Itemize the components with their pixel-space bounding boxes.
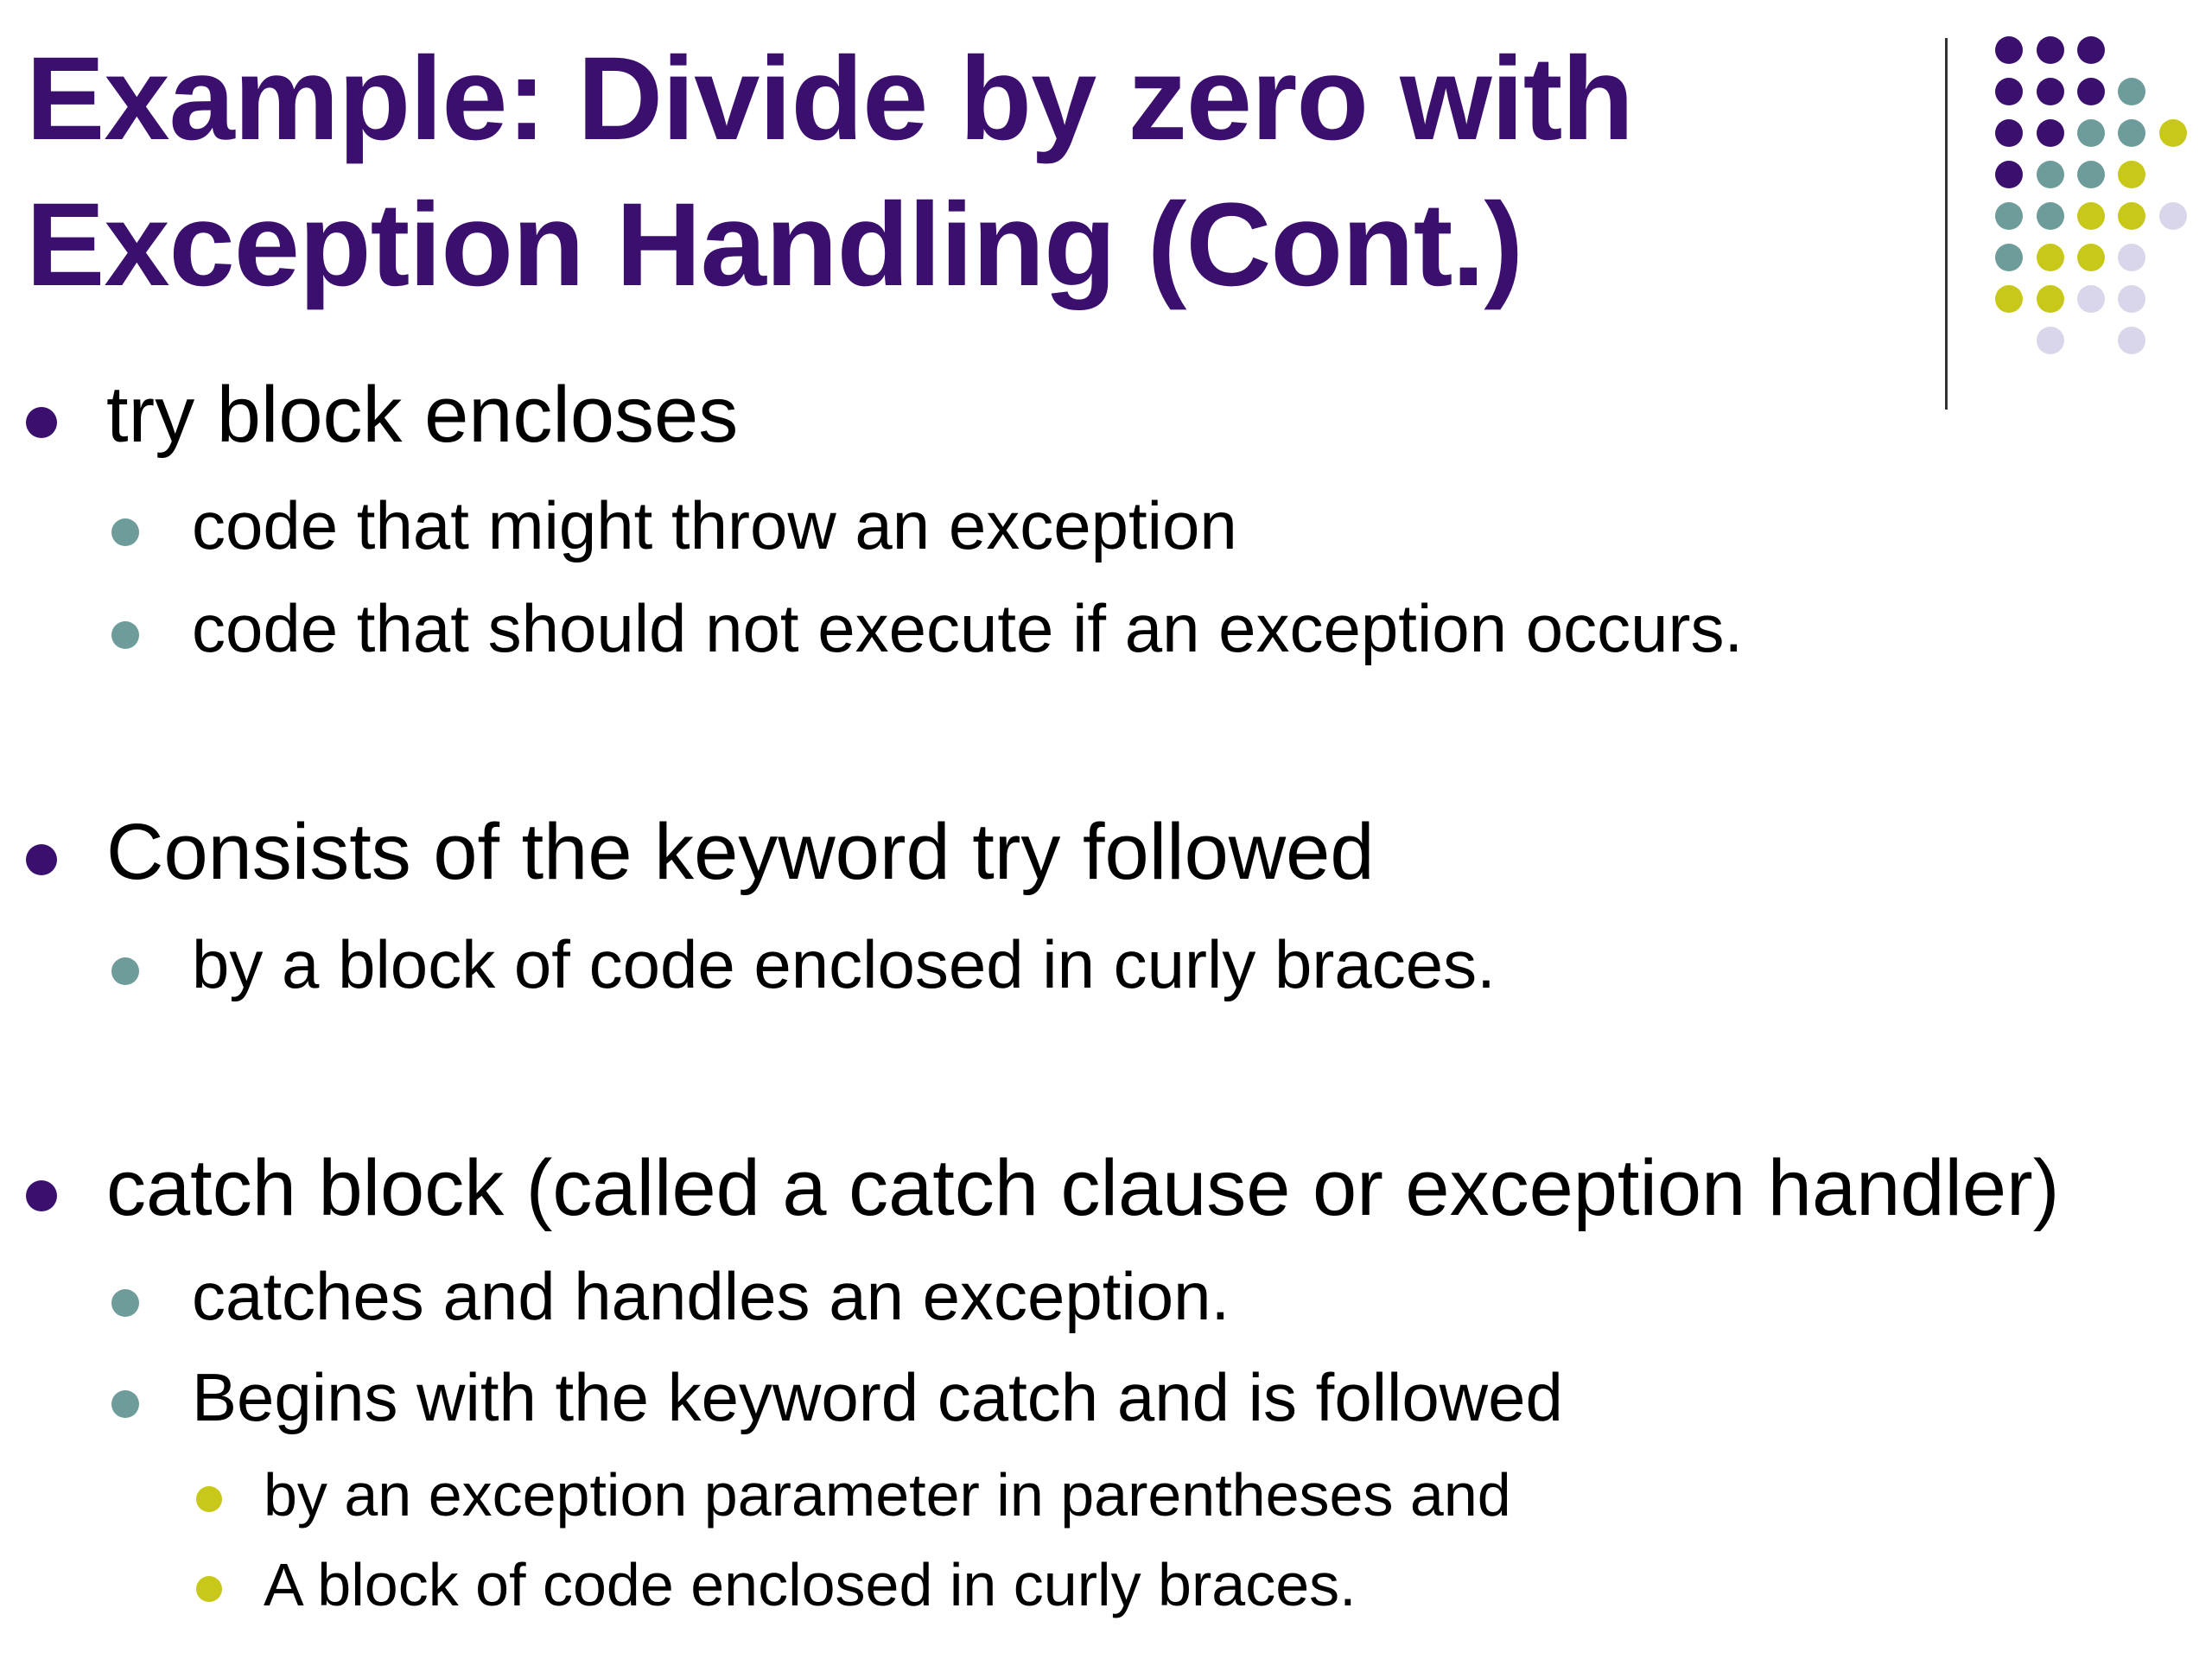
decorative-dot-lavender xyxy=(2118,285,2145,313)
title-divider-line xyxy=(1945,38,1948,410)
bullet-dot-icon xyxy=(26,1180,57,1211)
decorative-dot-yellow xyxy=(2037,244,2064,271)
bullet-dot-icon xyxy=(111,1390,139,1418)
decorative-dot-teal xyxy=(2077,119,2105,147)
decorative-dot-yellow xyxy=(2118,202,2145,230)
sub-bullet-text: catches and handles an exception. xyxy=(192,1258,1230,1334)
decorative-dot-purple xyxy=(2037,36,2064,64)
decorative-dot-yellow xyxy=(2077,244,2105,271)
decorative-dot-purple xyxy=(1995,36,2023,64)
bullet-dot-icon xyxy=(196,1576,222,1602)
decorative-dot-purple xyxy=(2077,78,2105,105)
sub-bullet-text: by a block of code enclosed in curly braces. xyxy=(192,926,1496,1002)
decorative-dot-lavender xyxy=(2077,285,2105,313)
decorative-dot-teal xyxy=(2037,202,2064,230)
bullet-text: catch block (called a catch clause or exception handler) xyxy=(106,1144,2060,1232)
decorative-dot-lavender xyxy=(2037,327,2064,354)
decorative-dot-lavender xyxy=(2159,202,2187,230)
bullet-dot-icon xyxy=(111,1289,139,1317)
slide-title-line-2: Exception Handling (Cont.) xyxy=(26,179,1523,311)
decorative-dot-purple xyxy=(2077,36,2105,64)
bullet-dot-icon xyxy=(26,844,57,875)
bullet-dot-icon xyxy=(111,518,139,546)
decorative-dot-yellow xyxy=(2077,202,2105,230)
slide-title-line-1: Example: Divide by zero with xyxy=(26,33,1634,165)
slide-title xyxy=(26,26,1892,318)
bullet-dot-icon xyxy=(196,1486,222,1512)
decorative-dot-teal xyxy=(2037,161,2064,188)
sub-bullet-text: Begins with the keyword catch and is followed xyxy=(192,1359,1563,1435)
bullet-text: Consists of the keyword try followed xyxy=(106,808,1375,896)
bullet-dot-icon xyxy=(111,957,139,985)
sub-bullet-text: code that should not execute if an exception occurs. xyxy=(192,590,1744,666)
decorative-dot-purple xyxy=(1995,78,2023,105)
decorative-dot-yellow xyxy=(2159,119,2187,147)
decorative-dot-teal xyxy=(1995,202,2023,230)
decorative-dot-teal xyxy=(2077,161,2105,188)
sub-sub-bullet-text: by an exception parameter in parentheses and xyxy=(264,1461,1511,1529)
decorative-dot-teal xyxy=(2118,119,2145,147)
decorative-dot-purple xyxy=(1995,119,2023,147)
bullet-dot-icon xyxy=(26,407,57,438)
sub-sub-bullet-text: A block of code enclosed in curly braces. xyxy=(264,1551,1357,1618)
decorative-dot-purple xyxy=(1995,161,2023,188)
decorative-dot-yellow xyxy=(2118,161,2145,188)
bullet-text: try block encloses xyxy=(106,371,739,459)
decorative-dot-yellow xyxy=(1995,285,2023,313)
decorative-dot-yellow xyxy=(2037,285,2064,313)
decorative-dot-teal xyxy=(2118,78,2145,105)
decorative-dot-lavender xyxy=(2118,244,2145,271)
sub-bullet-text: code that might throw an exception xyxy=(192,487,1237,563)
decorative-dot-teal xyxy=(1995,244,2023,271)
decorative-dot-purple xyxy=(2037,78,2064,105)
decorative-dot-lavender xyxy=(2118,327,2145,354)
decorative-dot-purple xyxy=(2037,119,2064,147)
bullet-dot-icon xyxy=(111,621,139,649)
